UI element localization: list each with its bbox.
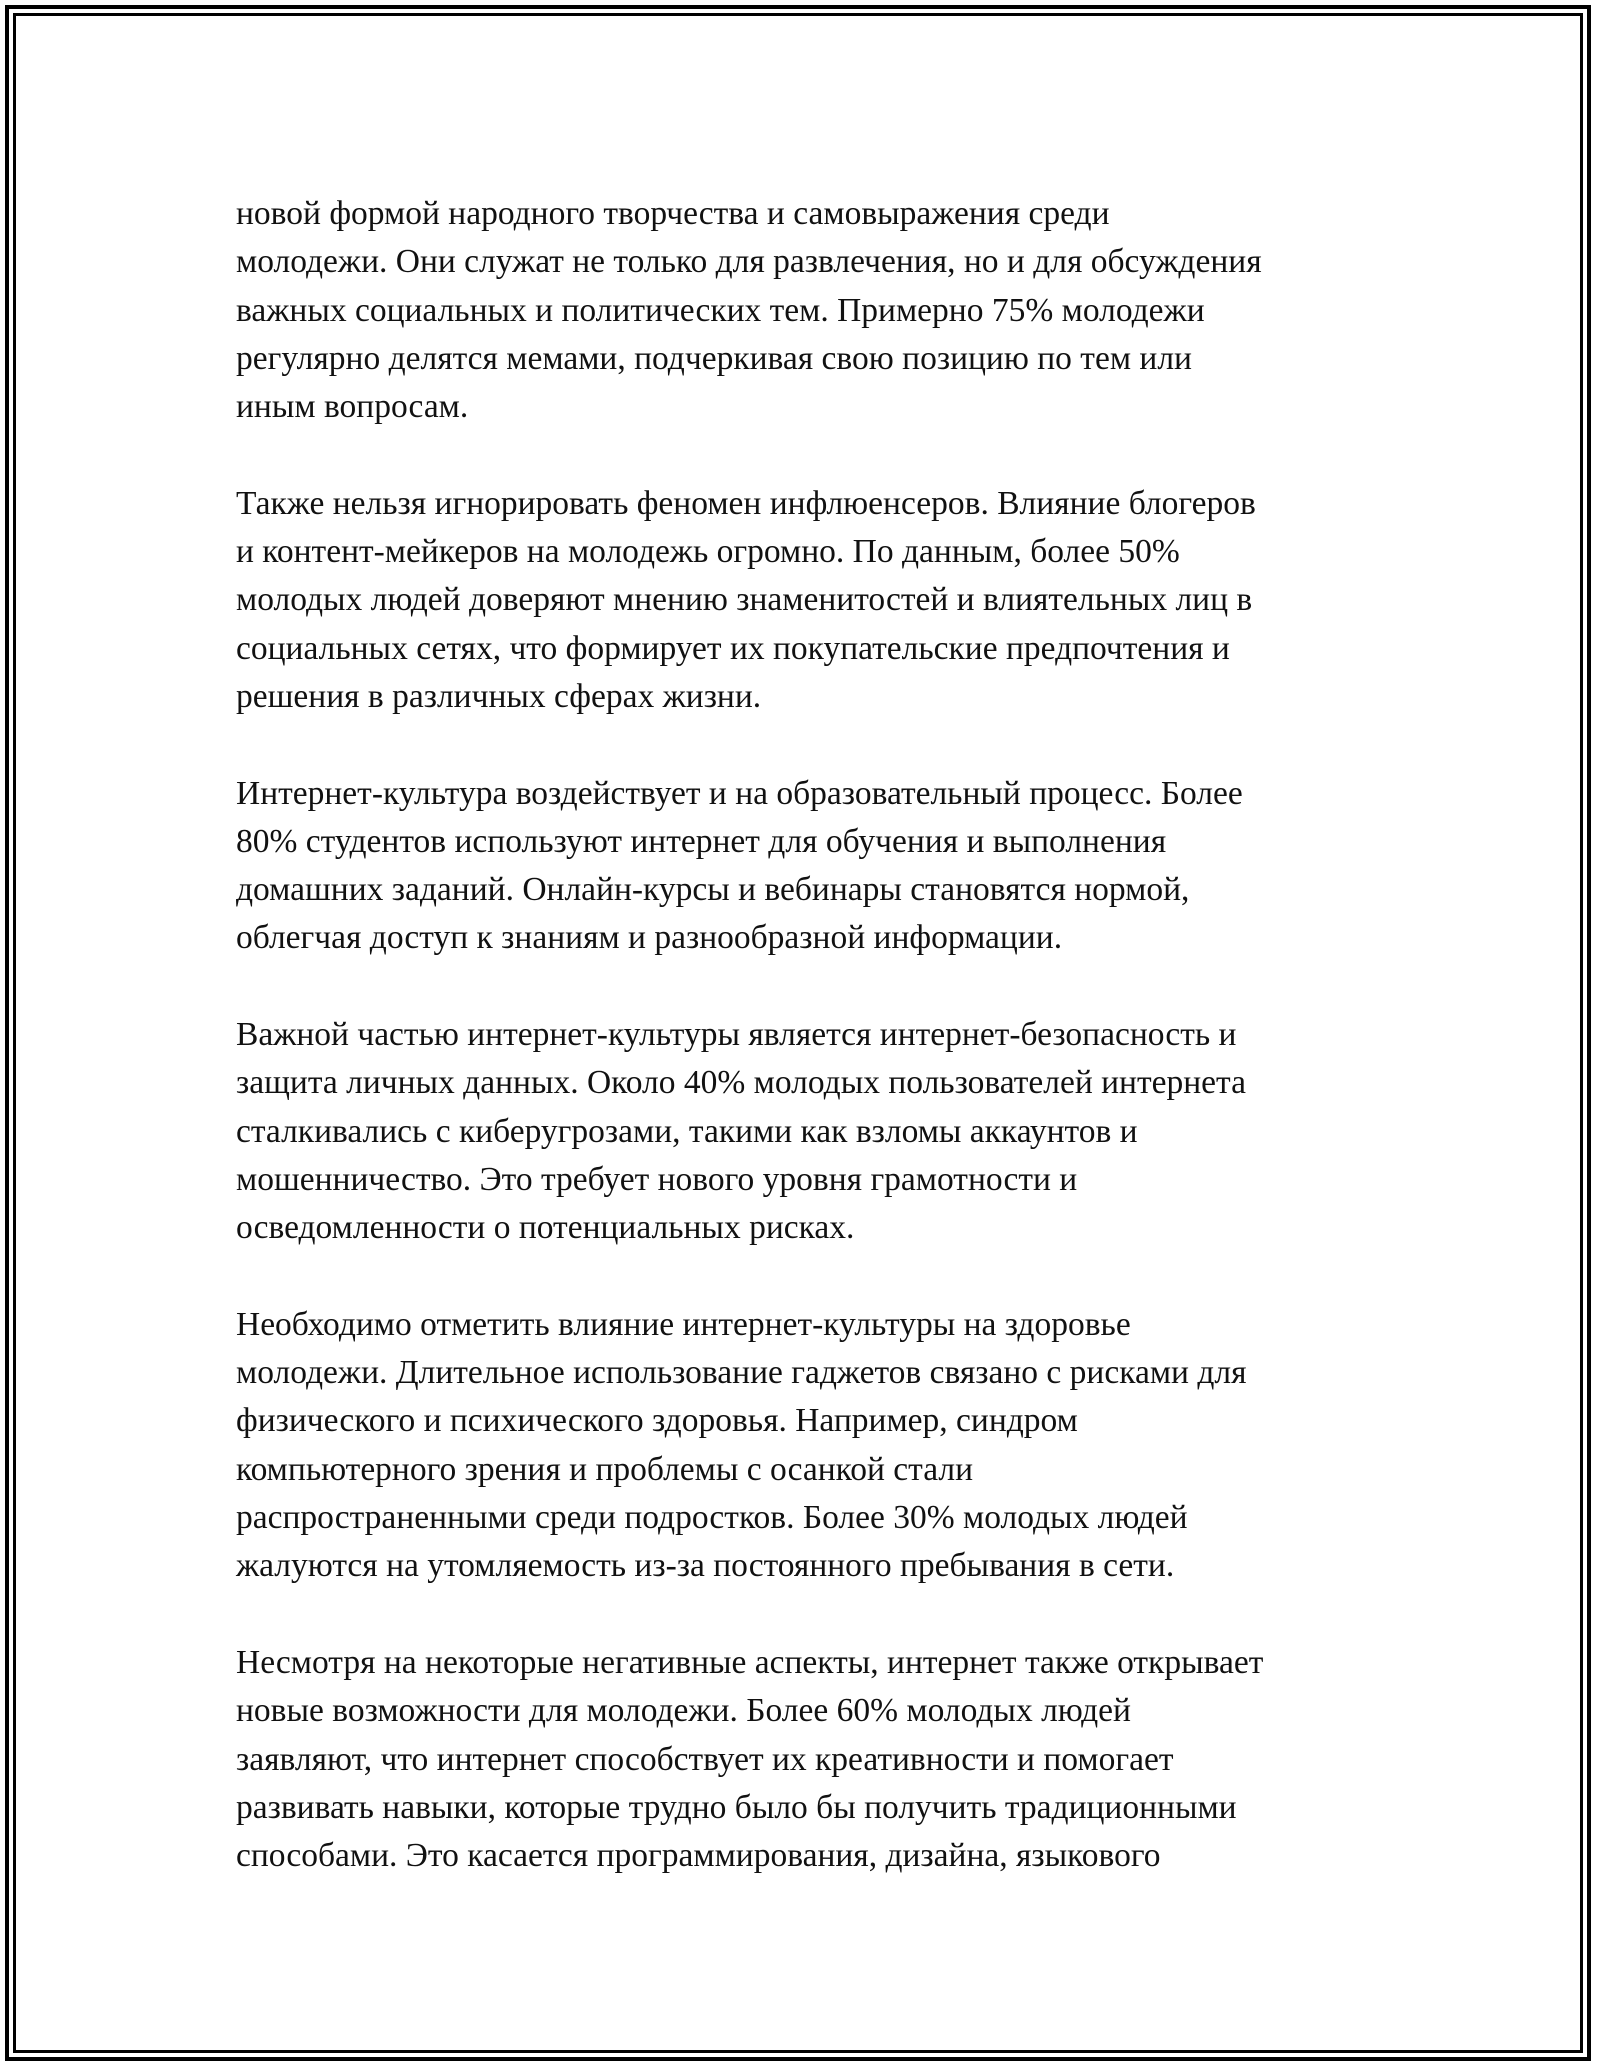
text-line: физического и психического здоровья. Например, синдром [236, 1402, 1078, 1440]
text-line: молодых людей доверяют мнению знаменитостей и влиятельных лиц в [236, 581, 1253, 619]
text-line: развивать навыки, которые трудно было бы получить традиционными [236, 1788, 1237, 1826]
text-line: регулярно делятся мемами, подчеркивая свою позицию по тем или [236, 339, 1192, 377]
text-line: молодежи. Они служат не только для развлечения, но и для обсуждения [236, 243, 1262, 281]
text-line: важных социальных и политических тем. Примерно 75% молодежи [236, 291, 1205, 329]
text-line: новой формой народного творчества и самовыражения среди [236, 195, 1110, 232]
text-line: мошенничество. Это требует нового уровня грамотности и [236, 1160, 1078, 1198]
text-line: иным вопросам. [236, 388, 469, 426]
text-line: молодежи. Длительное использование гаджетов связано с рисками для [236, 1354, 1247, 1392]
text-line: жалуются на утомляемость из-за постоянного пребывания в сети. [236, 1547, 1175, 1585]
text-line: Интернет-культура воздействует и на образовательный процесс. Более [236, 774, 1243, 812]
text-line: компьютерного зрения и проблемы с осанкой стали [236, 1450, 973, 1488]
text-line: решения в различных сферах жизни. [236, 677, 762, 715]
paragraph-health [236, 1301, 1396, 1591]
text-line: распространенными среди подростков. Более 30% молодых людей [236, 1499, 1188, 1537]
text-line: Важной частью интернет-культуры является интернет-безопасность и [236, 1016, 1237, 1054]
text-line: защита личных данных. Около 40% молодых пользователей интернета [236, 1064, 1246, 1102]
text-line: сталкивались с киберугрозами, такими как взломы аккаунтов и [236, 1112, 1138, 1150]
paragraph-security [236, 1011, 1396, 1252]
text-line: осведомленности о потенциальных рисках. [236, 1209, 855, 1247]
text-line: заявляют, что интернет способствует их креативности и помогает [236, 1740, 1174, 1778]
paragraph-influencers [236, 480, 1396, 721]
text-line: Необходимо отметить влияние интернет-культуры на здоровье [236, 1305, 1131, 1343]
text-line: 80% студентов используют интернет для обучения и выполнения [236, 822, 1167, 860]
paragraph-memes [236, 190, 1396, 431]
text-line: новые возможности для молодежи. Более 60% молодых людей [236, 1692, 1131, 1730]
text-line: Также нельзя игнорировать феномен инфлюенсеров. Влияние блогеров [236, 484, 1256, 522]
text-line: домашних заданий. Онлайн-курсы и вебинары становятся нормой, [236, 871, 1190, 909]
text-line: социальных сетях, что формирует их покупательские предпочтения и [236, 629, 1230, 667]
text-line: Несмотря на некоторые негативные аспекты, интернет также открывает [236, 1643, 1264, 1681]
paragraph-opportunities [236, 1639, 1396, 1880]
paragraph-education [236, 770, 1396, 963]
text-line: облегчая доступ к знаниям и разнообразной информации. [236, 919, 1063, 957]
document-body [236, 190, 1396, 1929]
text-line: и контент-мейкеров на молодежь огромно. По данным, более 50% [236, 533, 1180, 571]
text-line: способами. Это касается программирования, дизайна, языкового [236, 1837, 1161, 1875]
